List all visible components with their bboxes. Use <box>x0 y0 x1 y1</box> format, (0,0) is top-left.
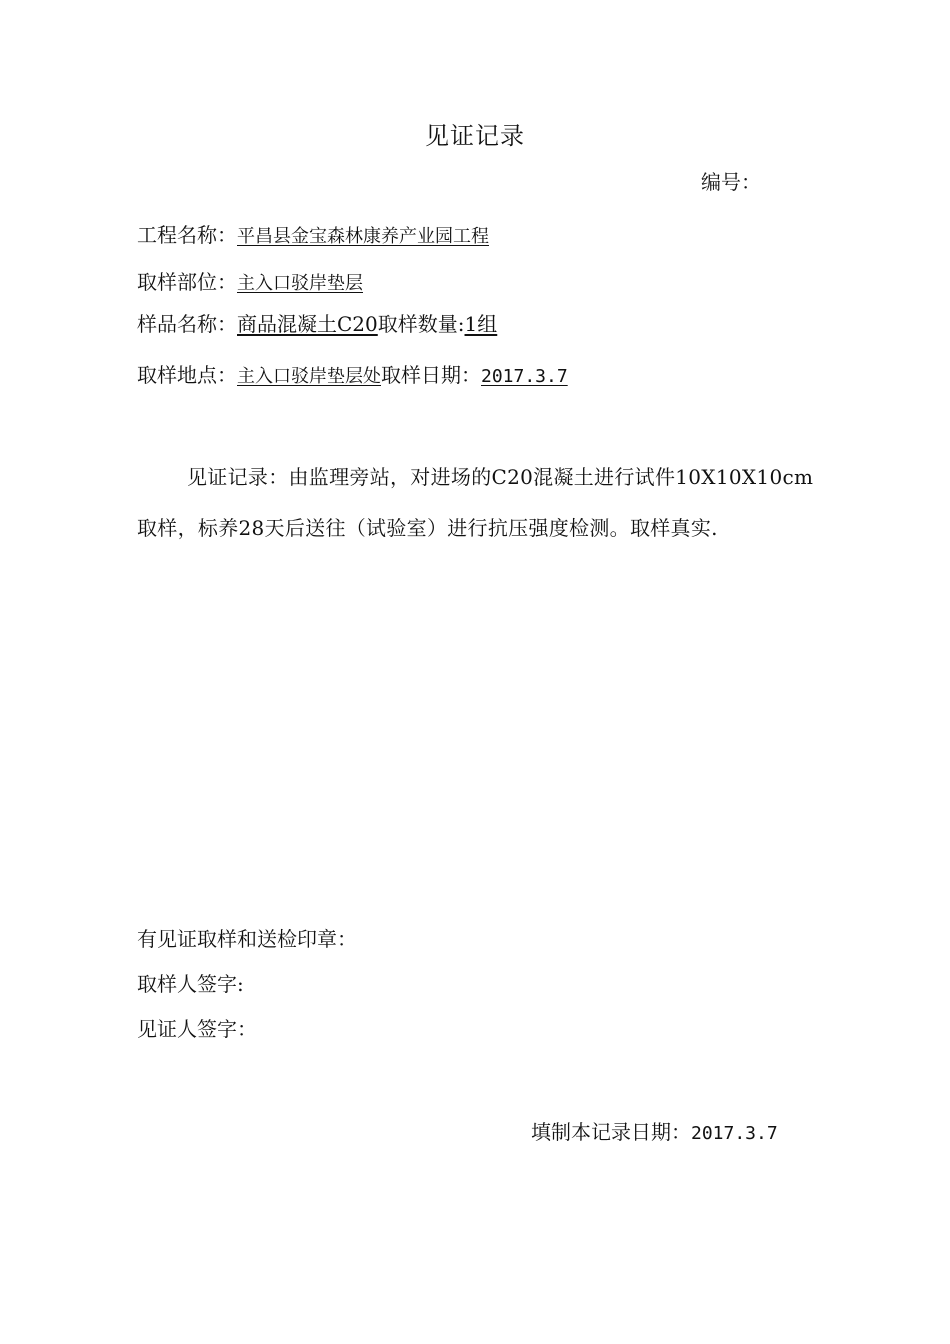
sample-name-value: 商品混凝土C20 <box>237 312 378 336</box>
fill-date-value: 2017.3.7 <box>691 1123 778 1144</box>
sampling-site-label: 取样地点： <box>137 363 237 387</box>
fill-date-row <box>531 1116 778 1145</box>
project-name-row <box>137 219 489 248</box>
sampling-site-value: 主入口驳岸垫层处 <box>237 366 381 387</box>
sample-quantity-label: 取样数量: <box>377 312 465 336</box>
page-title: 见证记录 <box>425 122 525 150</box>
sample-quantity-value: 1组 <box>464 312 498 336</box>
seal-label: 有见证取样和送检印章： <box>137 927 357 951</box>
fill-date-label: 填制本记录日期： <box>531 1120 691 1144</box>
sampling-part-label: 取样部位： <box>137 270 237 294</box>
sampling-site-row <box>137 359 568 388</box>
sampling-part-value: 主入口驳岸垫层 <box>237 273 363 294</box>
sample-name-row <box>137 308 497 337</box>
sampling-date-label: 取样日期： <box>381 363 481 387</box>
sampling-date-value: 2017.3.7 <box>481 366 568 387</box>
sample-name-label: 样品名称： <box>137 312 237 336</box>
witness-signature-label: 见证人签字： <box>137 1017 257 1041</box>
record-number-label: 编号： <box>701 170 761 194</box>
witness-record-text: 见证记录：由监理旁站，对进场的C20混凝土进行试件10X10X10cm取样，标养28天后送往（试验室）进行抗压强度检测。取样真实. <box>137 465 814 540</box>
sampler-signature-label: 取样人签字: <box>137 972 244 996</box>
sampling-part-row <box>137 266 363 295</box>
project-name-label: 工程名称： <box>137 223 237 247</box>
project-name-value: 平昌县金宝森林康养产业园工程 <box>237 226 489 247</box>
